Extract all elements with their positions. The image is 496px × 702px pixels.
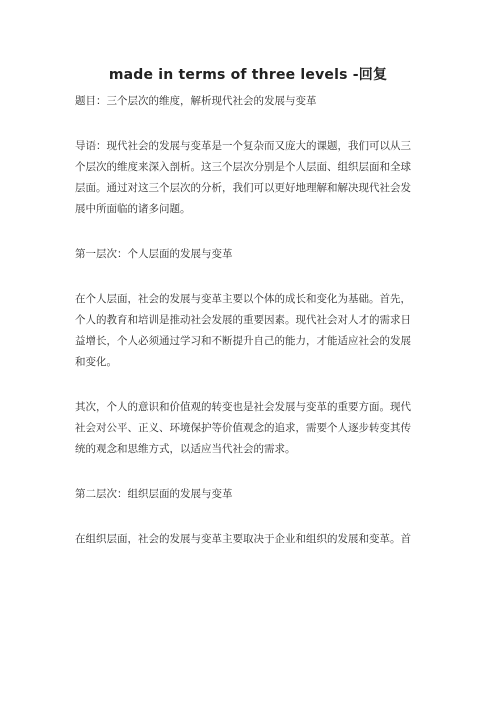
- paragraph-line: 和变化。: [75, 356, 117, 368]
- paragraph-line: 个层次的维度来深入剖析。这三个层次分别是个人层面、组织层面和全球: [75, 161, 411, 173]
- section-heading: 第二层次：组织层面的发展与变革: [75, 488, 233, 500]
- paragraph-line: 个人的教育和培训是推动社会发展的重要因素。现代社会对人才的需求日: [75, 314, 411, 326]
- paragraph-line: 益增长，个人必须通过学习和不断提升自己的能力，才能适应社会的发展: [75, 335, 411, 347]
- paragraph-line: 展中所面临的诸多问题。: [75, 203, 191, 215]
- subject-line: 题目：三个层次的维度，解析现代社会的发展与变革: [75, 95, 317, 107]
- paragraph-line: 其次，个人的意识和价值观的转变也是社会发展与变革的重要方面。现代: [75, 401, 411, 413]
- paragraph-line: 社会对公平、正义、环境保护等价值观念的追求，需要个人逐步转变其传: [75, 422, 411, 434]
- paragraph-line: 导语：现代社会的发展与变革是一个复杂而又庞大的课题，我们可以从三: [75, 140, 411, 152]
- paragraph-line: 统的观念和思维方式，以适应当代社会的需求。: [75, 443, 296, 455]
- section-heading: 第一层次：个人层面的发展与变革: [75, 248, 233, 260]
- paragraph-line: 层面。通过对这三个层次的分析，我们可以更好地理解和解决现代社会发: [75, 182, 411, 194]
- paragraph-line: 在个人层面，社会的发展与变革主要以个体的成长和变化为基础。首先，: [75, 293, 411, 305]
- paragraph-line: 在组织层面，社会的发展与变革主要取决于企业和组织的发展和变革。首: [75, 533, 411, 545]
- document-title: made in terms of three levels -回复: [108, 67, 388, 83]
